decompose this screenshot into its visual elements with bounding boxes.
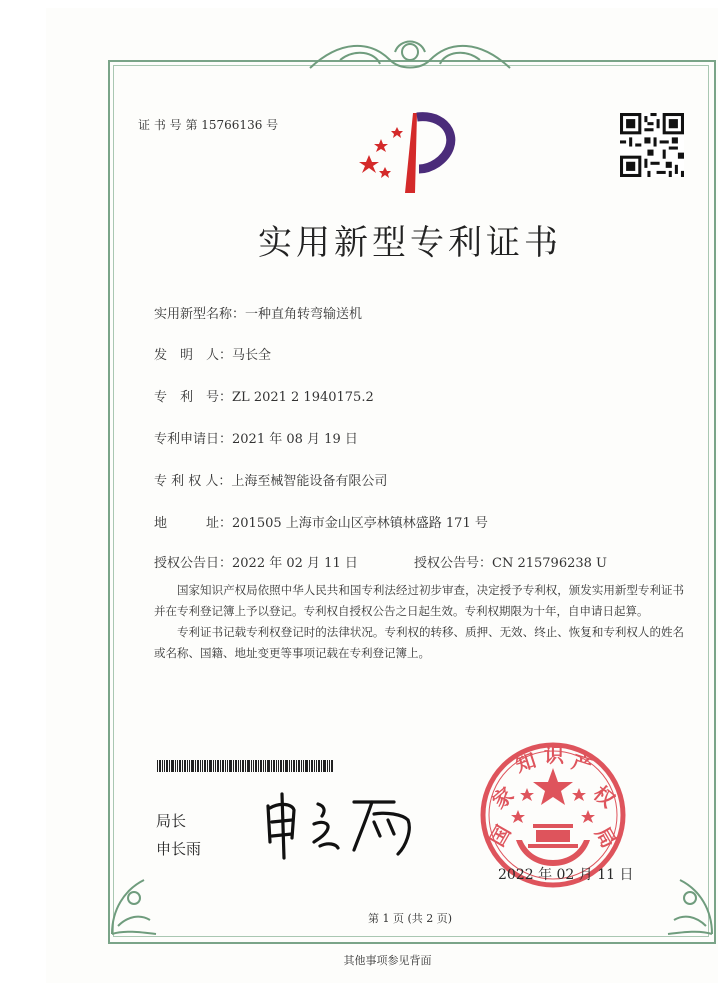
grant-date-value: 2022 年 02 月 11 日 [232, 556, 358, 571]
patent-number-label: 专 利 号： [154, 390, 233, 405]
field-address [154, 512, 488, 531]
grant-number-label: 授权公告号： [414, 556, 493, 571]
field-patentee [154, 470, 387, 489]
seal-date: 2022 年 02 月 11 日 [498, 867, 634, 883]
utility-model-name-value: 一种直角转弯输送机 [245, 307, 363, 322]
footer-note: 其他事项参见背面 [343, 954, 432, 967]
bottom-left-ornament-icon [104, 870, 164, 940]
inventor-label: 发 明 人： [154, 348, 233, 363]
svg-text:家: 家 [487, 782, 519, 814]
utility-model-name-label: 实用新型名称： [154, 307, 246, 322]
grant-number-value: CN 215796238 U [492, 556, 607, 571]
inventor-value: 马长全 [232, 348, 272, 363]
field-inventor [154, 344, 271, 363]
patentee-label: 专 利 权 人： [154, 474, 232, 489]
svg-text:权: 权 [588, 780, 620, 813]
field-grant-number [414, 552, 607, 571]
svg-text:识: 识 [544, 743, 564, 767]
svg-text:知: 知 [512, 747, 539, 777]
body-paragraph-legal-status: 专利证书记载专利权登记时的法律状况。专利权的转移、质押、无效、终止、恢复和专利权人的姓名或名称、国籍、地址变更等事项记载在专利登记簿上。 [154, 625, 684, 660]
field-grant-date [154, 552, 358, 571]
svg-text:国: 国 [484, 821, 516, 851]
certificate-body [154, 580, 684, 664]
cnipa-logo-icon [355, 105, 465, 195]
svg-text:产: 产 [568, 749, 596, 779]
address-label: 地 址： [154, 516, 233, 531]
qr-code-icon [620, 113, 684, 177]
filing-date-value: 2021 年 08 月 19 日 [232, 432, 358, 447]
director-title: 局长 [156, 812, 187, 830]
patentee-value: 上海至械智能设备有限公司 [231, 474, 388, 489]
page-number: 第 1 页 (共 2 页) [367, 912, 453, 925]
barcode-icon [157, 760, 333, 772]
bottom-right-ornament-icon [660, 870, 720, 940]
body-paragraph-grant: 国家知识产权局依照中华人民共和国专利法经过初步审查，决定授予专利权，颁发实用新型专利证书并在专利登记簿上予以登记。专利权自授权公告之日起生效。专利权期限为十年，自申请日起算。 [154, 583, 684, 618]
svg-text:局: 局 [590, 822, 622, 852]
field-patent-number [154, 386, 374, 405]
field-filing-date [154, 428, 358, 447]
certificate-number: 证 书 号 第 15766136 号 [138, 118, 279, 132]
address-value: 201505 上海市金山区亭林镇林盛路 171 号 [232, 516, 488, 531]
top-ornament-icon [300, 30, 520, 74]
certificate-title: 实用新型专利证书 [258, 223, 562, 263]
handwritten-signature-icon [262, 790, 432, 860]
patent-number-value: ZL 2021 2 1940175.2 [232, 390, 374, 405]
filing-date-label: 专利申请日： [154, 432, 233, 447]
grant-date-label: 授权公告日： [154, 556, 233, 571]
field-utility-model-name [154, 303, 362, 322]
director-name: 申长雨 [156, 840, 202, 858]
